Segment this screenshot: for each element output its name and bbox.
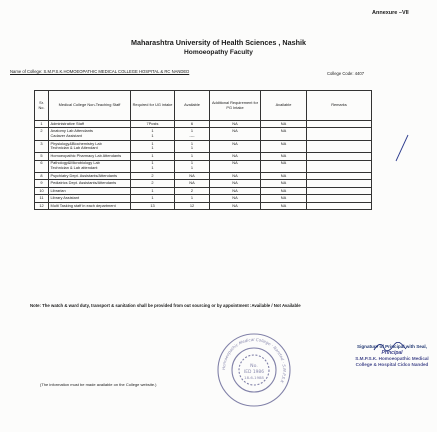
header-pg-requirement: Additional Requirement for PG Intake xyxy=(210,91,261,121)
available-cell: 1 ---- xyxy=(175,128,210,140)
table-row xyxy=(35,153,372,160)
available-cell: 1 xyxy=(175,195,210,202)
sr-no-cell: 6 xyxy=(35,160,49,172)
header-available: Available xyxy=(175,91,210,121)
available-cell: 1 1 xyxy=(175,140,210,152)
header-staff: Medical College Non-Teaching Staff xyxy=(49,91,131,121)
remarks-cell xyxy=(307,121,372,128)
ug-required-cell: 2 xyxy=(131,180,175,187)
university-title: Maharashtra University of Health Sciences , Nashik xyxy=(131,38,306,47)
remarks-cell xyxy=(307,160,372,172)
svg-text:IED 1986: IED 1986 xyxy=(243,370,265,375)
website-info-text: (The information must be made available on the College website.) xyxy=(40,382,157,387)
staff-cell: Library Assistant xyxy=(49,195,131,202)
svg-text:Homoeopathic Medical College ·: Homoeopathic Medical College · Nanded · S.M.P.S.K xyxy=(220,336,288,384)
pg-available-cell: NA xyxy=(261,187,307,194)
pg-requirement-cell: NA xyxy=(210,187,261,194)
header-remarks: Remarks xyxy=(307,91,372,121)
pg-requirement-cell: NA xyxy=(210,172,261,179)
staff-table xyxy=(34,90,372,210)
sr-no-cell: 3 xyxy=(35,140,49,152)
table-row xyxy=(35,140,372,152)
pg-requirement-cell: NA xyxy=(210,202,261,209)
table-row xyxy=(35,160,372,172)
sr-no-cell: 8 xyxy=(35,172,49,179)
table-row xyxy=(35,195,372,202)
pg-requirement-cell: NA xyxy=(210,128,261,140)
principal-signature-block xyxy=(352,344,432,368)
header-ug-required: Required for UG intake xyxy=(131,91,175,121)
ug-required-cell: 1 xyxy=(131,187,175,194)
sr-no-cell: 1 xyxy=(35,121,49,128)
pg-available-cell: NA xyxy=(261,153,307,160)
ug-required-cell: 1 1 xyxy=(131,160,175,172)
remarks-cell xyxy=(307,153,372,160)
staff-cell: Anatomy Lab Attendants Cadaver Assistant xyxy=(49,128,131,140)
available-cell: 2 xyxy=(175,187,210,194)
header-pg-available: Available xyxy=(261,91,307,121)
pg-available-cell: NA xyxy=(261,202,307,209)
annexure-label: Annexure –VII xyxy=(372,10,409,16)
pg-requirement-cell: NA xyxy=(210,153,261,160)
ug-required-cell: 2 xyxy=(131,172,175,179)
sr-no-cell: 10 xyxy=(35,187,49,194)
pen-check-mark xyxy=(392,133,412,163)
pg-available-cell: NA xyxy=(261,172,307,179)
pg-available-cell: NA xyxy=(261,121,307,128)
signature-scribble xyxy=(372,342,412,352)
remarks-cell xyxy=(307,128,372,140)
pg-available-cell: NA xyxy=(261,195,307,202)
signature-line: Signature of Principal with Seal, xyxy=(357,344,427,349)
principal-college-line2: College & Hospital Cidco Nanded xyxy=(355,362,429,368)
available-cell: 1 xyxy=(175,153,210,160)
ug-required-cell: 1 1 xyxy=(131,128,175,140)
svg-text:18-6-1988: 18-6-1988 xyxy=(244,375,264,380)
staff-cell: Pediatrics Dept. Assistants/Attendants xyxy=(49,180,131,187)
sr-no-cell: 9 xyxy=(35,180,49,187)
staff-cell: Psychiatry Dept. Assistants/Attendants xyxy=(49,172,131,179)
sr-no-cell: 11 xyxy=(35,195,49,202)
table-row xyxy=(35,180,372,187)
available-cell: 6 xyxy=(175,121,210,128)
available-cell: 1 1 xyxy=(175,160,210,172)
principal-title: Principal xyxy=(381,349,403,356)
table-header-row xyxy=(35,91,372,121)
available-cell: NA xyxy=(175,180,210,187)
pg-available-cell: NA xyxy=(261,128,307,140)
pg-available-cell: NA xyxy=(261,180,307,187)
pg-requirement-cell: NA xyxy=(210,140,261,152)
staff-cell: Administrative Staff xyxy=(49,121,131,128)
sr-no-cell: 12 xyxy=(35,202,49,209)
remarks-cell xyxy=(307,180,372,187)
ug-required-cell: 13 xyxy=(131,202,175,209)
pg-available-cell: NA xyxy=(261,140,307,152)
college-name: Name of College: S.M.P.S.K.HOMOEOPATHIC MEDICAL COLLEGE HOSPITAL & RC NANDED xyxy=(10,69,190,74)
table-row xyxy=(35,187,372,194)
college-code: College Code: 4407 xyxy=(327,71,365,76)
available-cell: 12 xyxy=(175,202,210,209)
remarks-cell xyxy=(307,187,372,194)
remarks-cell xyxy=(307,202,372,209)
table-row xyxy=(35,121,372,128)
pg-requirement-cell: NA xyxy=(210,195,261,202)
pg-requirement-cell: NA xyxy=(210,160,261,172)
principal-college-line1: S.M.P.S.K. Homoeopathic Medical xyxy=(355,356,429,362)
ug-required-cell: 1 xyxy=(131,195,175,202)
staff-cell: Librarian xyxy=(49,187,131,194)
note-text: Note: The watch & ward duty, transport & sanitation shall be provided from out sourcing or by appointment :Available / Not Available xyxy=(30,303,301,308)
svg-text:No.: No. xyxy=(250,364,258,369)
pg-available-cell: NA xyxy=(261,160,307,172)
staff-cell: Physiology&Biochemistry Lab Technician & Lab Attendant xyxy=(49,140,131,152)
staff-cell: Multi Tasking staff in each department xyxy=(49,202,131,209)
remarks-cell xyxy=(307,172,372,179)
available-cell: NA xyxy=(175,172,210,179)
pg-requirement-cell: NA xyxy=(210,121,261,128)
table-row xyxy=(35,202,372,209)
college-seal-stamp xyxy=(214,330,294,410)
pg-requirement-cell: NA xyxy=(210,180,261,187)
ug-required-cell: 7Posts xyxy=(131,121,175,128)
remarks-cell xyxy=(307,195,372,202)
sr-no-cell: 5 xyxy=(35,153,49,160)
table-row xyxy=(35,172,372,179)
ug-required-cell: 1 xyxy=(131,153,175,160)
staff-cell: Pathology&Microbiology Lab Technician & Lab attendant xyxy=(49,160,131,172)
table-row xyxy=(35,128,372,140)
ug-required-cell: 1 1 xyxy=(131,140,175,152)
faculty-title: Homoeopathy Faculty xyxy=(184,49,253,56)
header-sr-no: Sr. No. xyxy=(35,91,49,121)
sr-no-cell: 2 xyxy=(35,128,49,140)
staff-cell: Homoeopathic Pharmacy Lab Attendants xyxy=(49,153,131,160)
remarks-cell xyxy=(307,140,372,152)
